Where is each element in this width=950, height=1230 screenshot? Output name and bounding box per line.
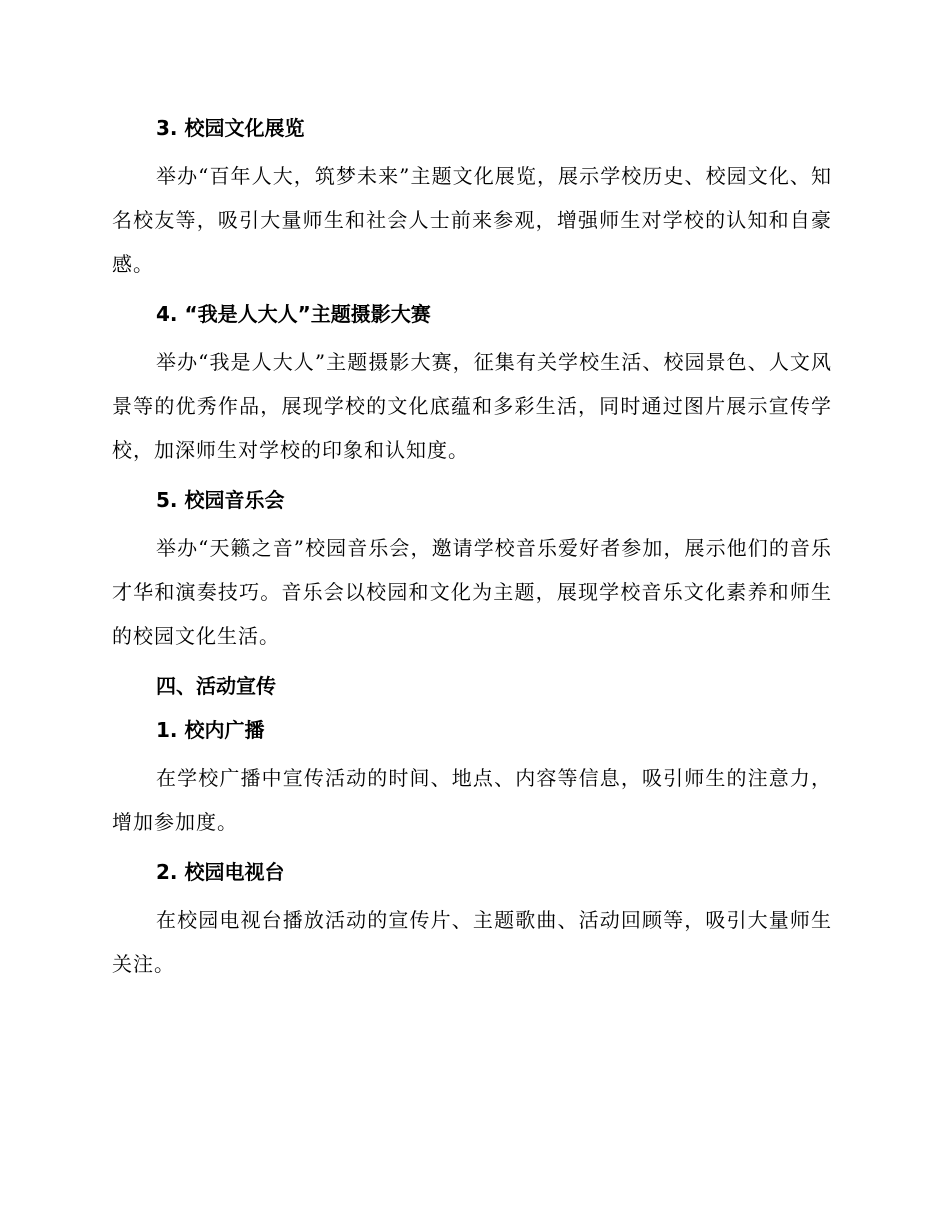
document-body <box>112 106 832 990</box>
part-heading-promotion: 四、活动宣传 <box>156 674 276 698</box>
section-heading-photo-contest: 4. “我是人大人”主题摄影大赛 <box>156 302 431 326</box>
section-paragraph-exhibition: 举办“百年人大，筑梦未来”主题文化展览，展示学校历史、校园文化、知名校友等，吸引大量师生和社会人士前来参观，增强师生对学校的认知和自豪感。 <box>112 164 832 276</box>
section-paragraph-photo-contest: 举办“我是人大人”主题摄影大赛，征集有关学校生活、校园景色、人文风景等的优秀作品，展现学校的文化底蕴和多彩生活，同时通过图片展示宣传学校，加深师生对学校的印象和认知度。 <box>112 350 832 462</box>
section-heading-campus-tv: 2. 校园电视台 <box>156 860 285 884</box>
section-heading-exhibition: 3. 校园文化展览 <box>156 116 305 140</box>
section-paragraph-campus-tv: 在校园电视台播放活动的宣传片、主题歌曲、活动回顾等，吸引大量师生关注。 <box>112 908 832 976</box>
section-heading-campus-radio: 1. 校内广播 <box>156 718 265 742</box>
section-paragraph-concert: 举办“天籁之音”校园音乐会，邀请学校音乐爱好者参加，展示他们的音乐才华和演奏技巧。音乐会以校园和文化为主题，展现学校音乐文化素养和师生的校园文化生活。 <box>112 536 832 648</box>
section-heading-concert: 5. 校园音乐会 <box>156 488 285 512</box>
section-paragraph-campus-radio: 在学校广播中宣传活动的时间、地点、内容等信息，吸引师生的注意力，增加参加度。 <box>112 766 832 834</box>
